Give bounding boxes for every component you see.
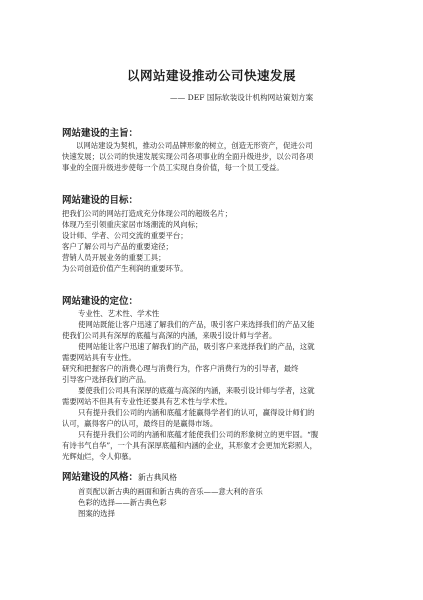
purpose-line: 以网站建设为契机，推动公司品牌形象的树立，创造无形资产，促进公司	[76, 141, 313, 150]
goal-line: 为公司创造价值产生利润的重要环节。	[62, 264, 188, 273]
style-line: 首页配以新古典的画面和新古典的音乐——意大利的音乐	[78, 487, 263, 496]
positioning-line: 使网站既能让客户迅速了解我们的产品，吸引客户来选择我们的产品又能	[78, 320, 315, 329]
style-heading-label: 网站建设的风格：	[62, 472, 139, 483]
positioning-line: 研究和把握客户的消费心理与消费行为，作客户消费行为的引导者，最终	[62, 364, 299, 373]
purpose-line: 快速发展；以公司的快速发展实现公司各项事业的全面升级进步，以公司各项	[62, 152, 314, 161]
style-heading-value: 新古典风格	[138, 473, 177, 482]
goal-line: 营销人员开展业务的重要工具；	[62, 253, 166, 262]
positioning-line: 认可，赢得客户的认可，最终目的是赢得市场。	[62, 419, 218, 428]
goal-line: 体现乃至引领重庆家居市场潮流的风向标；	[62, 220, 203, 229]
section-heading-positioning: 网站建设的定位：	[62, 296, 139, 307]
positioning-line: 需要网站具有专业性。	[62, 353, 136, 362]
positioning-line: 使我们公司具有深厚的底蕴与高深的内涵，来吸引设计师与学者。	[62, 331, 277, 340]
purpose-line: 事业的全面升级进步使每一个员工实现自身价值，每一个员工受益。	[62, 163, 284, 172]
positioning-line: 引导客户选择我们的产品。	[62, 375, 151, 384]
positioning-line: 只有提升我们公司的内涵和底蕴才能使我们公司的形象树立的更牢固。“腹	[78, 430, 319, 439]
section-heading-goals: 网站建设的目标：	[62, 195, 139, 206]
positioning-line: 专业性、艺术性、学术性	[78, 309, 160, 318]
positioning-line: 光辉灿烂，令人仰慕。	[62, 452, 136, 461]
document-subtitle: —— DEF 国际软装设计机构网站策划方案	[170, 93, 314, 102]
document-title: 以网站建设推动公司快速发展	[126, 68, 296, 83]
section-heading-purpose: 网站建设的主旨：	[62, 128, 139, 139]
positioning-line: 有诗书气自华”，一个具有深厚底蕴和内涵的企业，其形象才会更加光彩照人，	[62, 441, 318, 450]
goal-line: 客户了解公司与产品的重要途径；	[62, 242, 173, 251]
section-heading-style	[62, 469, 177, 483]
positioning-line: 使网站能让客户迅速了解我们的产品，吸引客户来选择我们的产品，这就	[78, 342, 315, 351]
positioning-line: 需要网站不但具有专业性还要具有艺术性与学术性。	[62, 397, 232, 406]
style-line: 图案的选择	[78, 509, 115, 518]
positioning-line: 只有提升我们公司的内涵和底蕴才能赢得学者们的认可，赢得设计师们的	[78, 408, 315, 417]
positioning-line: 要使我们公司具有深厚的底蕴与高深的内涵，来吸引设计师与学者，这就	[78, 386, 315, 395]
goal-line: 把我们公司的网站打造成充分体现公司的超级名片；	[62, 209, 232, 218]
goal-line: 设计师、学者、公司交流的重要平台；	[62, 231, 188, 240]
style-line: 色彩的选择——新古典色彩	[78, 498, 167, 507]
